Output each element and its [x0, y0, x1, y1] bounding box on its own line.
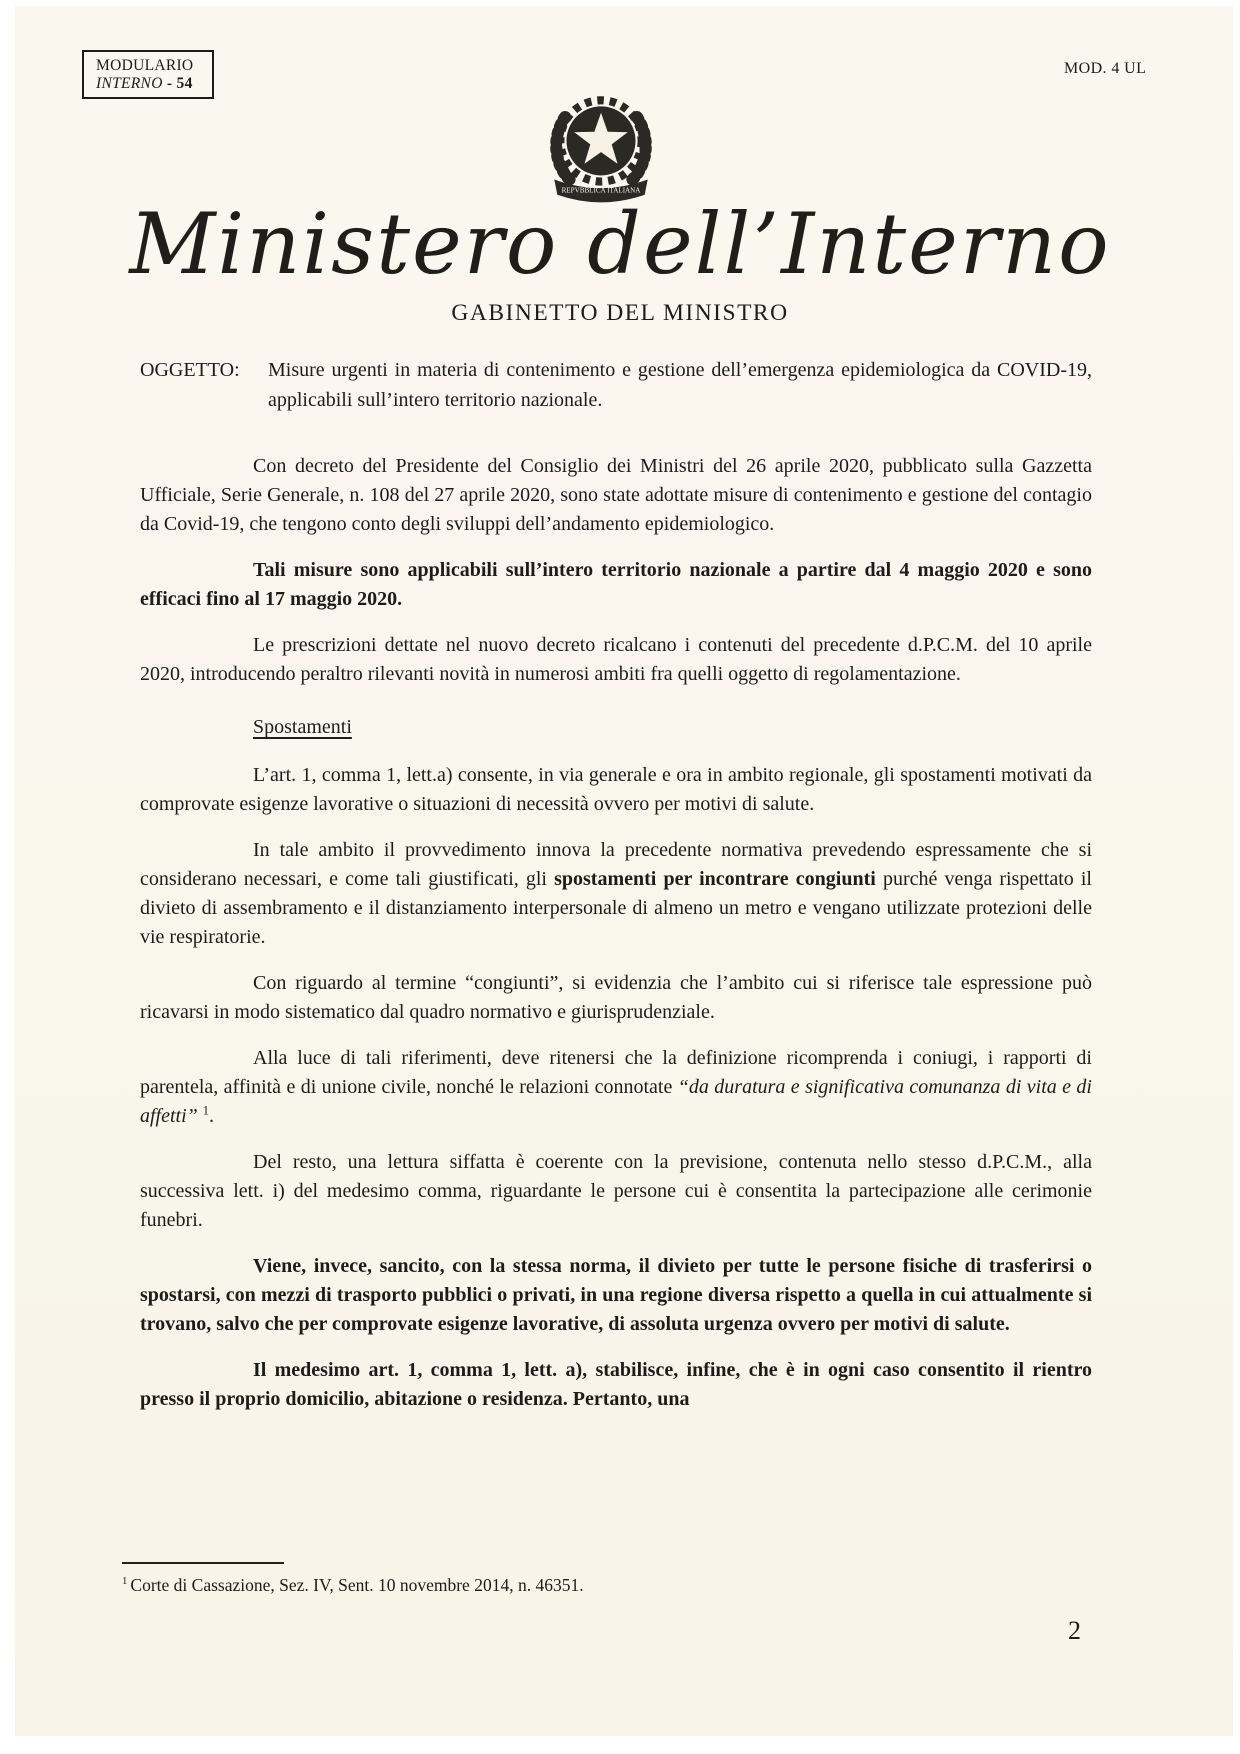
ministry-title-script: Ministero dell’Interno [129, 195, 1111, 293]
text-segment: 1 [202, 1103, 209, 1118]
text-segment: In tale ambito il provvedimento innova la precedente normativa prevedendo espressamente che si considerano necessari, e come tali giustificati, gli [140, 839, 1092, 890]
text-segment: spostamenti per incontrare congiunti [554, 868, 876, 890]
text-segment: Del resto, una lettura siffatta è coerente con la previsione, contenuta nello stesso d.P.C.M., alla successiva lett. i) del medesimo comma, riguardante le persone cui è consentita la partecipazione alle cerimonie funebri. [140, 1151, 1092, 1231]
paragraph-divieto [140, 1252, 1092, 1339]
footnote-text: Corte di Cassazione, Sez. IV, Sent. 10 novembre 2014, n. 46351. [130, 1575, 584, 1595]
page-number: 2 [1068, 1616, 1081, 1645]
paragraph-decreto [140, 452, 1092, 539]
text-segment: “da duratura e significativa comunanza di vita e di affetti” [140, 1076, 1092, 1127]
svg-text:REPVBBLICA ITALIANA: REPVBBLICA ITALIANA [561, 186, 641, 195]
scan-edge-bottom [0, 1736, 1240, 1754]
footnote-marker: 1 [122, 1575, 128, 1588]
paragraph-definizione [140, 1044, 1092, 1131]
section-heading-spostamenti [253, 713, 1092, 742]
paragraph-lettura [140, 1148, 1092, 1235]
footnote-block [122, 1562, 1082, 1596]
mod-reference: MOD. 4 UL [1064, 60, 1147, 77]
modulario-line2: INTERNO - 54 [96, 75, 193, 92]
text-segment: Spostamenti [253, 716, 352, 738]
text-segment: Viene, invece, sancito, con la stessa norma, il divieto per tutte le persone fisiche di trasferirsi o spostarsi, con mezzi di trasporto pubblici o privati, in una regione diversa rispetto a quella in cui attualmente si trovano, salvo che per comprovate esigenze lavorative, di assoluta urgenza ovvero per motivi di salute. [140, 1255, 1092, 1335]
scan-edge-top [0, 0, 1240, 6]
text-segment: Con riguardo al termine “congiunti”, si evidenzia che l’ambito cui si riferisce tale espressione può ricavarsi in modo sistematico dal quadro normativo e giurisprudenziale. [140, 972, 1092, 1023]
subject-block [140, 356, 1092, 415]
modulario-line1: MODULARIO [96, 57, 194, 74]
text-segment: Il medesimo art. 1, comma 1, lett. a), stabilisce, infine, che è in ogni caso consentito il rientro presso il proprio domicilio, abitazione o residenza. Pertanto, una [140, 1359, 1092, 1410]
paragraph-validita [140, 556, 1092, 614]
department-title: GABINETTO DEL MINISTRO [451, 300, 789, 326]
text-segment: Alla luce di tali riferimenti, deve ritenersi che la definizione ricomprenda i coniugi, i rapporti di parentela, affinità e di unione civile, nonché le relazioni connotate [140, 1047, 1092, 1098]
paragraph-rientro [140, 1356, 1092, 1414]
body-paragraphs [140, 452, 1092, 1431]
text-segment: Le prescrizioni dettate nel nuovo decreto ricalcano i contenuti del precedente d.P.C.M. del 10 aprile 2020, introducendo peraltro rilevanti novità in numerosi ambiti fra quelli oggetto di regolamentazione. [140, 634, 1092, 685]
text-segment: L’art. 1, comma 1, lett.a) consente, in via generale e ora in ambito regionale, gli spostamenti motivati da comprovate esigenze lavorative o situazioni di necessità ovvero per motivi di salute. [140, 764, 1092, 815]
paragraph-art1 [140, 761, 1092, 819]
text-segment: Con decreto del Presidente del Consiglio dei Ministri del 26 aprile 2020, pubblicato sulla Gazzetta Ufficiale, Serie Generale, n. 108 del 27 aprile 2020, sono state adottate misure di contenimento e gestione del contagio da Covid-19, che tengono conto degli sviluppi dell’andamento epidemiologico. [140, 455, 1092, 535]
text-segment: . [209, 1105, 214, 1127]
text-segment: purché venga rispettato il divieto di assembramento e il distanziamento interpersonale di almeno un metro e vengano utilizzate protezioni delle vie respiratorie. [140, 868, 1092, 948]
footnote-rule [122, 1562, 284, 1564]
subject-text: Misure urgenti in materia di contenimento e gestione dell’emergenza epidemiologica da COVID-19, applicabili sull’intero territorio nazionale. [268, 359, 1092, 411]
paragraph-termine-congiunti [140, 969, 1092, 1027]
footnote-text-line [122, 1574, 1082, 1596]
modulario-stamp-box [82, 50, 214, 99]
paragraph-prescrizioni [140, 631, 1092, 689]
subject-label: OGGETTO: [140, 359, 240, 381]
paragraph-congiunti [140, 836, 1092, 952]
text-segment: Tali misure sono applicabili sull’intero territorio nazionale a partire dal 4 maggio 2020 e sono efficaci fino al 17 maggio 2020. [140, 559, 1092, 610]
